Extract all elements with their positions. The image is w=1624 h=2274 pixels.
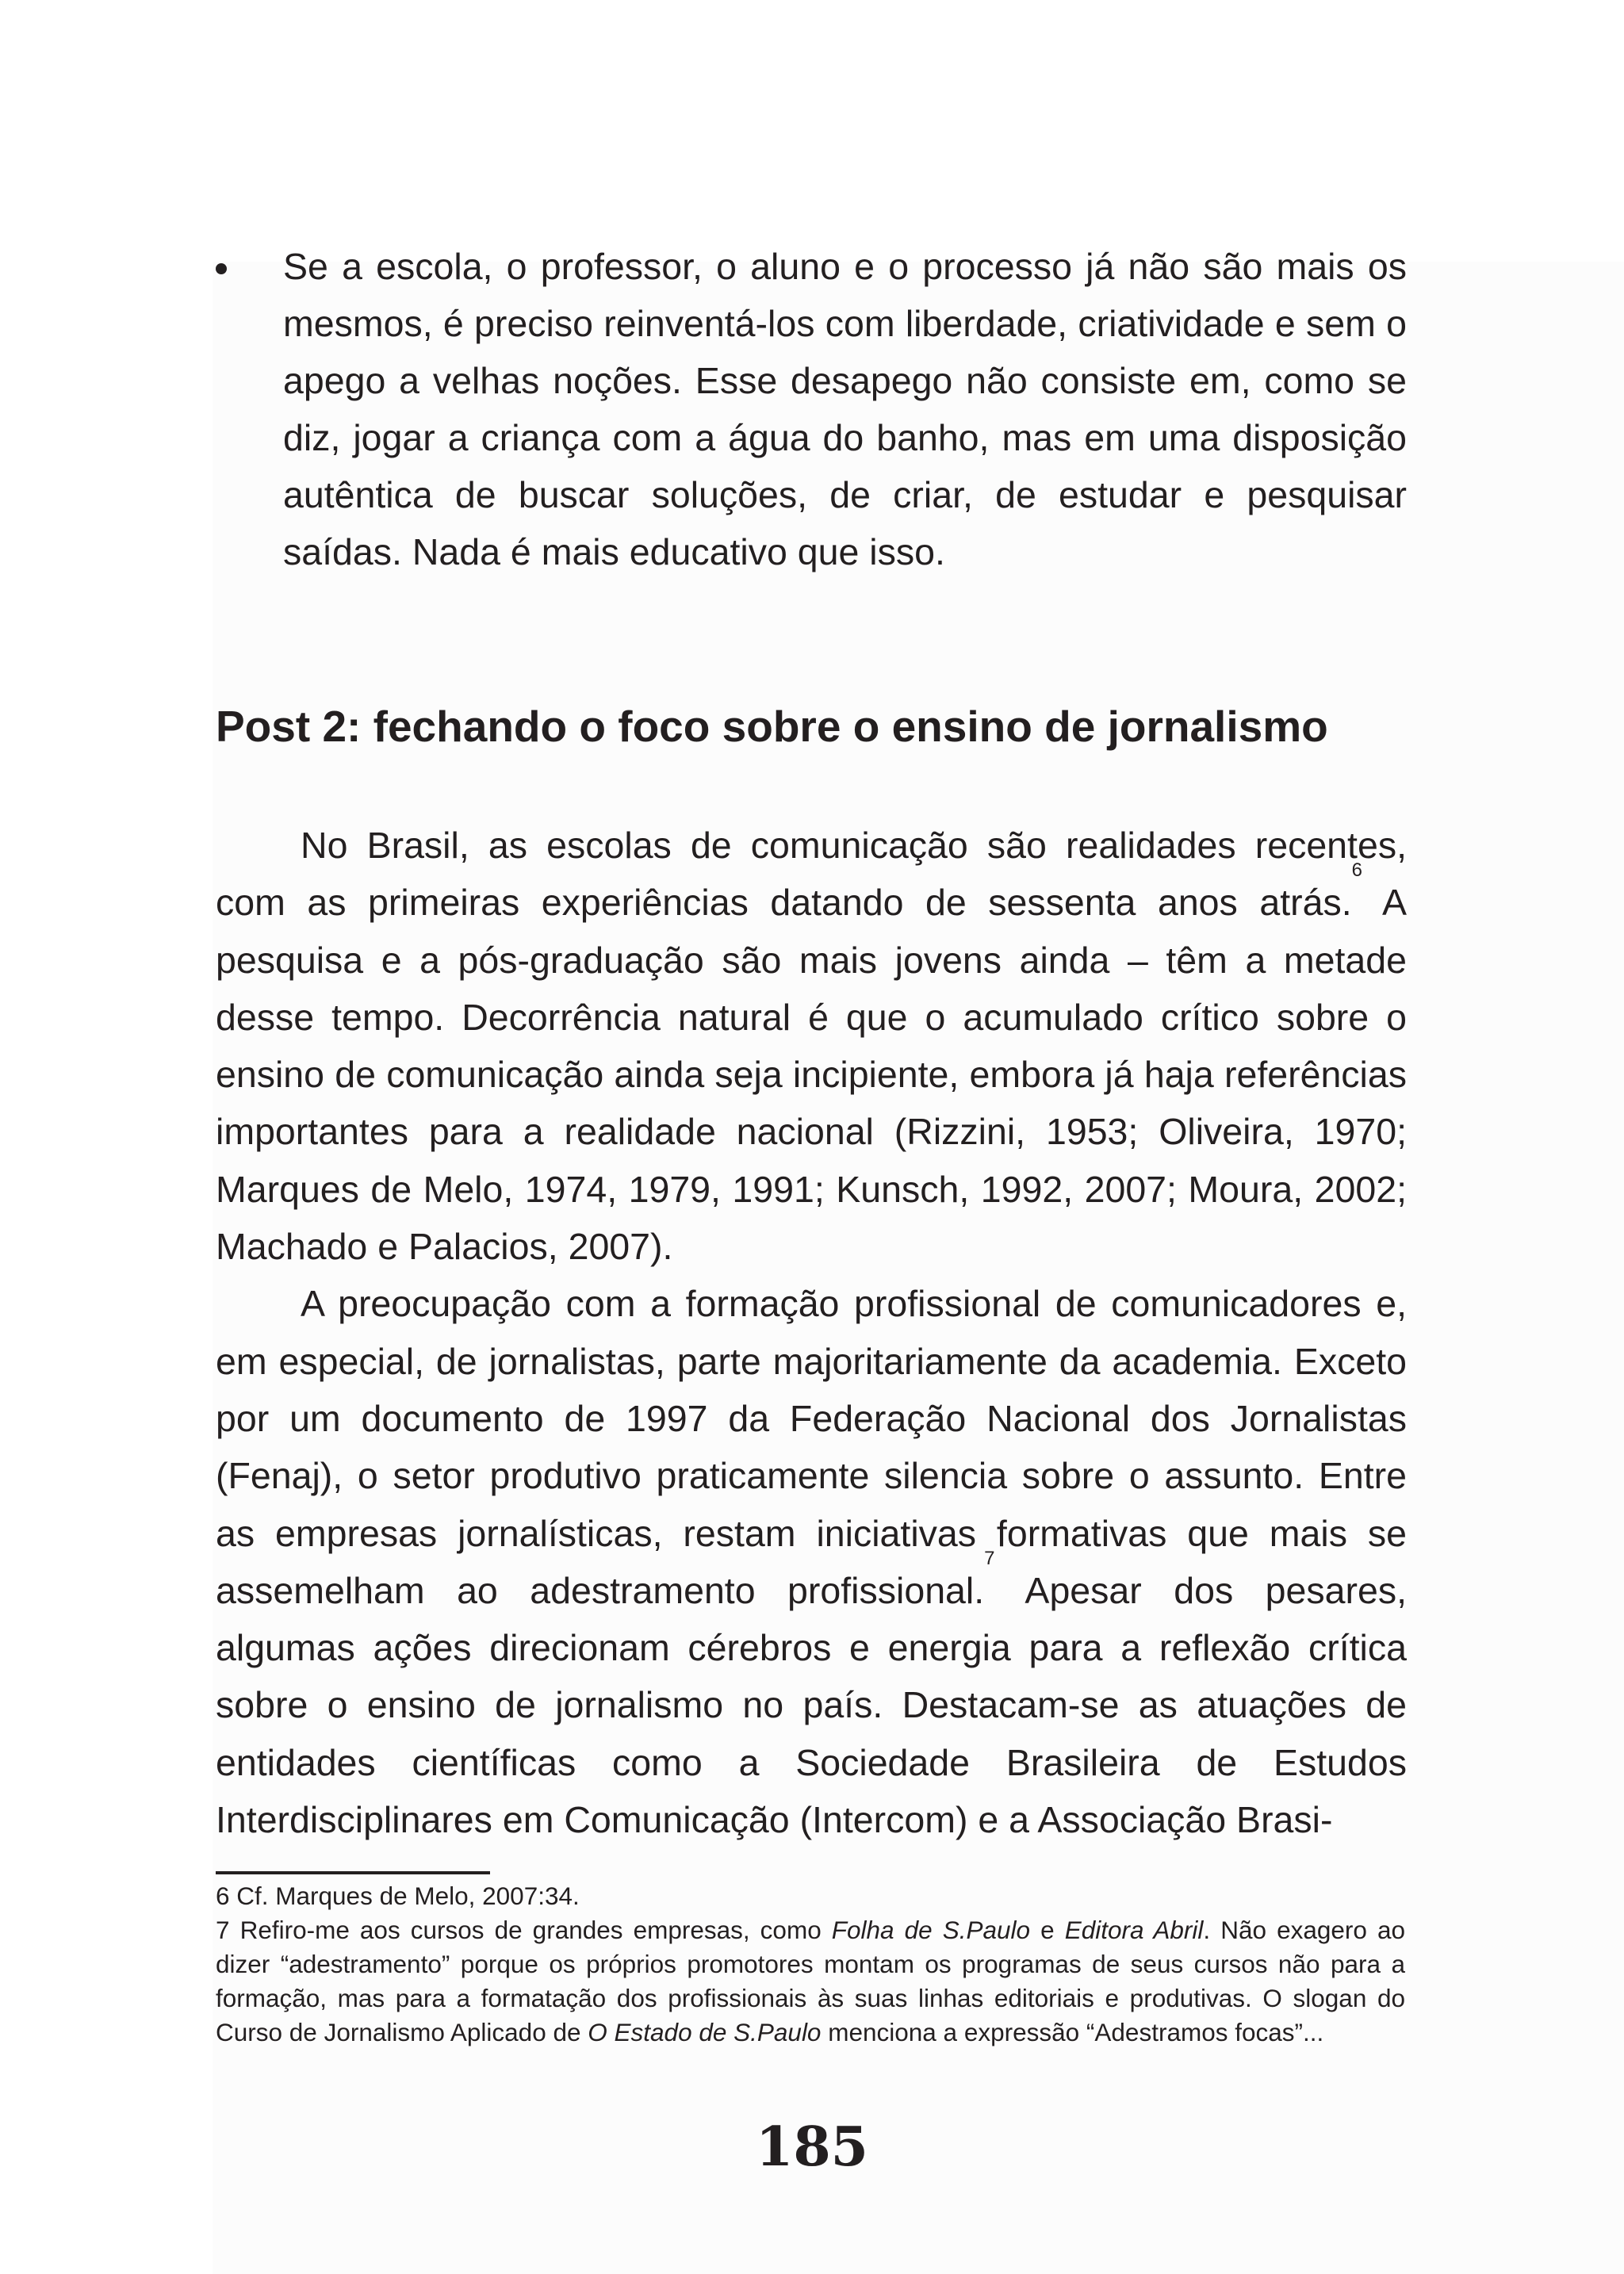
body-text	[216, 817, 1407, 1848]
footnote-7-text-a: 7 Refiro-me aos cursos de grandes empresas, como	[216, 1916, 832, 1944]
footnote-7-folha: Folha de S.Paulo	[831, 1916, 1031, 1944]
footnote-7-estadao: O Estado de S.Paulo	[588, 2018, 822, 2046]
footnote-7-text-e: . Não exagero ao dizer “adestramento” porque os próprios promotores montam os programas de seus cursos não para a formação, mas para a formatação dos profissionais às suas linhas editoriais e produtivas. O slogan do Curso de Jornalismo Aplicado de	[216, 1916, 1406, 2046]
footnote-ref-6[interactable]: 6	[1351, 859, 1362, 882]
footnote-7	[216, 1913, 1405, 2050]
footnote-7-abril: Editora Abril	[1064, 1916, 1204, 1944]
paragraph-2-text-b: Apesar dos pesares, algumas ações direcionam cérebros e energia para a reflexão crítica sobre o ensino de jornalismo no país. Destacam-se as atuações de entidades científicas como a Sociedade Brasileira de Estudos Interdisciplinares em Comunicação (Intercom) e a Associação Brasi-	[216, 1569, 1407, 1841]
paragraph-1-text-a: No Brasil, as escolas de comunicação são realidades recentes, com as primeiras experiências datando de sessenta anos atrás.	[216, 825, 1407, 924]
section-heading: Post 2: fechando o foco sobre o ensino de jornalismo	[216, 702, 1328, 751]
paragraph-2-text-a: A preocupação com a formação profissional de comunicadores e, em especial, de jornalistas, parte majoritariamente da academia. Exceto por um documento de 1997 da Federação Nacional dos Jornalistas (Fenaj), o setor produtivo praticamente silencia sobre o assunto. Entre as empresas jornalísticas, restam iniciativas formativas que mais se assemelham ao adestramento profissional.	[216, 1283, 1407, 1611]
footnote-7-text-c: e	[1030, 1916, 1065, 1944]
page-number: 185	[756, 2115, 868, 2179]
footnote-ref-7[interactable]: 7	[984, 1547, 995, 1569]
paragraph-1-text-b: A pesquisa e a pós-graduação são mais jovens ainda – têm a metade desse tempo. Decorrência natural é que o acumulado crítico sobre o ensino de comunicação ainda seja incipiente, embora já haja referências importantes para a realidade nacional (Rizzini, 1953; Oliveira, 1970; Marques de Melo, 1974, 1979, 1991; Kunsch, 1992, 2007; Moura, 2002; Machado e Palacios, 2007).	[216, 882, 1407, 1268]
page-content	[216, 238, 1407, 1841]
paragraph-2	[216, 1275, 1407, 1848]
footnotes	[216, 1879, 1405, 2050]
footnote-7-text-g: menciona a expressão “Adestramos focas”...	[821, 2018, 1324, 2046]
footnote-divider	[216, 1871, 490, 1874]
bullet-dot-icon	[216, 263, 227, 274]
paragraph-1	[216, 817, 1407, 1275]
bullet-text: Se a escola, o professor, o aluno e o processo já não são mais os mesmos, é preciso reinventá-los com liberdade, criatividade e sem o apego a velhas noções. Esse desapego não consiste em, como se diz, jogar a criança com a água do banho, mas em uma disposição autêntica de buscar soluções, de criar, de estudar e pesquisar saídas. Nada é mais educativo que isso.	[283, 246, 1407, 572]
footnote-6: 6 Cf. Marques de Melo, 2007:34.	[216, 1882, 580, 1910]
bullet-item	[216, 238, 1407, 580]
